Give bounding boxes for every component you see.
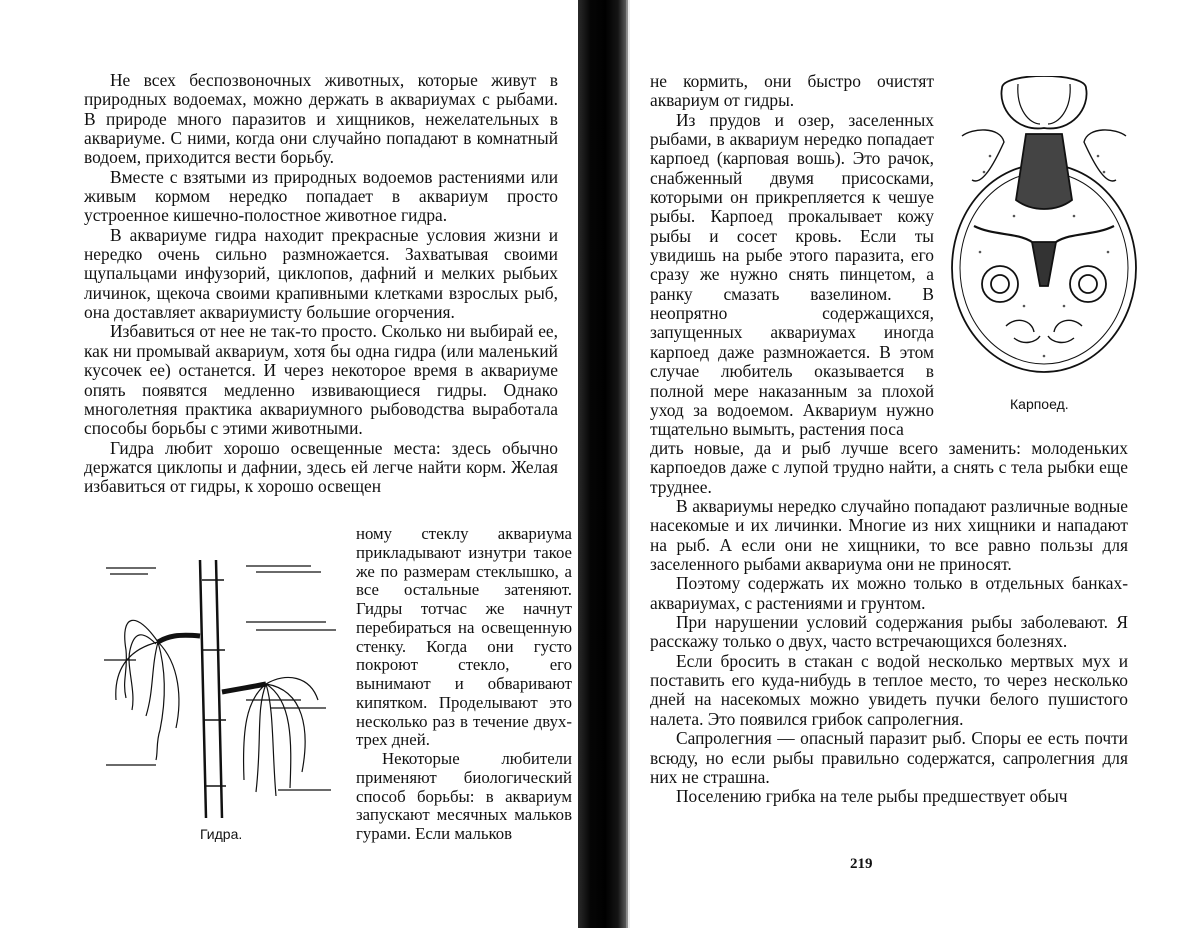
left-paragraph-4: Избавиться от нее не так-то просто. Сколько ни вы­бирай ее, как ни промывай аквариум, хотя бы одна гидра (или маленький кусочек ее) останется. И через некото­рое время в аквариуме опять появятся медленно изви­вающиеся гидры. Однако многолетняя практика аква­риумного рыбоводства выработала способы борьбы с эти­ми животными. xyxy=(84,322,558,438)
page-number: 219 xyxy=(850,856,873,873)
right-column-text xyxy=(650,72,934,440)
carp-louse-caption: Карпоед. xyxy=(1010,396,1069,412)
right-page xyxy=(628,0,1200,928)
right-paragraph-4: При нарушении условий содержания рыбы заболе­вают. Я расскажу только о двух, часто встречающихся болезнях. xyxy=(650,613,1128,652)
left-paragraph-1: Не всех беспозвоночных животных, которые живут в природных водоемах, можно держать в аквариумах с рыбами. В природе много паразитов и хищников, нежелательных в аквариуме. С ними, когда они случайно попадают в комнатный водоем, приходится вести борьбу. xyxy=(84,71,558,168)
right-paragraph-7: Поселению грибка на теле рыбы предшествует обыч­ xyxy=(650,787,1128,806)
right-main-text xyxy=(650,439,1128,807)
book-gutter xyxy=(578,0,628,928)
left-paragraph-2: Вместе с взятыми из природных водоемов растениями или живым кормом нередко попадает в аквариум просто устроенное кишечно-полостное животное гидра. xyxy=(84,168,558,226)
left-column-paragraph-2: Некоторые любители применяют биологический способ борьбы: в аквариум запускают месячных маль­ков гурами. Если мальков xyxy=(356,750,572,844)
left-column-text xyxy=(356,525,572,844)
hydra-caption: Гидра. xyxy=(200,826,242,842)
hydra-illustration xyxy=(96,560,346,820)
right-paragraph-5: Если бросить в стакан с водой несколько мертвых мух и поставить его куда-нибудь в теплое место, то че­рез несколько дней на насекомых можно увидеть пучки белого пушистого налета. Это появился грибок сапро­легния. xyxy=(650,652,1128,729)
right-column-paragraph-1: не кормить, они быстро очистят аквариум от гидры. xyxy=(650,72,934,111)
right-column-paragraph-2: Из прудов и озер, заселенных рыбами, в аквариум нередко по­падает карпоед (карповая вошь). Это рачок, снабженный двумя присосками, которыми он при­крепляется к чешуе рыбы. Кар­поед прокалывает кожу рыбы и сосет кровь. Если ты увидишь на рыбе этого паразита, его сразу же нужно снять пинцетом, а ранку смазать вазелином. В неопрятно содержащихся, запущенных аква­риумах иногда карпоед даже раз­множается. В этом случае любитель оказывается в полной мере наказанным за плохой уход за водоемом. Аквариум нужно тща­тельно вымыть, растения поса­ xyxy=(650,111,934,440)
left-main-text xyxy=(84,71,558,497)
right-paragraph-3: Поэтому содержать их можно только в отдельных банках-аквариумах, с растениями и грунтом. xyxy=(650,574,1128,613)
left-paragraph-5: Гидра любит хорошо освещенные места: здесь обыч­но держатся циклопы и дафнии, здесь ей легче найти корм. Желая избавиться от гидры, к хорошо освещен­ xyxy=(84,439,558,497)
right-paragraph-2: В аквариумы нередко случайно попадают различные водные насекомые и их личинки. Многие из них хищни­ки и нападают на рыб. А если они не хищники, то все равно пользы для заселенного рыбами аквариума они не приносят. xyxy=(650,497,1128,574)
left-page xyxy=(0,0,578,928)
carp-louse-illustration xyxy=(944,76,1144,386)
left-column-paragraph-1: ному стеклу аквариума прикладывают изнутри та­кое же по размерам стек­лышко, а все остальные за­теняют. Гидры тотчас же начнут перебираться на освещенную стенку. Когда они густо покроют стекло, его вынимают и обвари­вают кипятком. Проделы­вают это несколько раз в течение двух-трех дней. xyxy=(356,525,572,750)
left-paragraph-3: В аквариуме гидра находит прекрасные условия жизни и нередко очень сильно размножается. Захватывая своими щупальцами инфузорий, циклопов, дафний и мелких рыбьих личинок, щекоча своими крапивными клетками взрослых рыб, она доставляет аквариумисту большие огорчения. xyxy=(84,226,558,323)
right-paragraph-1: дить новые, да и рыб лучше всего заменить: молодень­ких карпоедов даже с лупой трудно найти, а снять с тела рыбки еще труднее. xyxy=(650,439,1128,497)
right-paragraph-6: Сапролегния — опасный паразит рыб. Споры ее есть почти всюду, но если рыбы правильно содержатся, са­пролегния для них не страшна. xyxy=(650,729,1128,787)
